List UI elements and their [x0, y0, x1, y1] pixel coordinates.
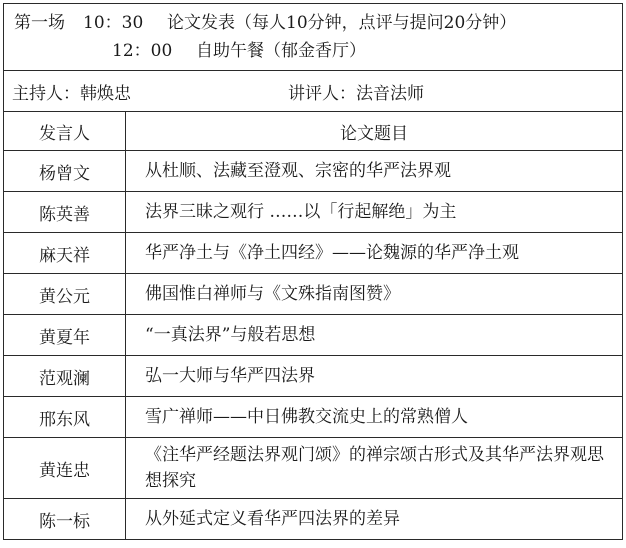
table-row	[4, 274, 623, 315]
paper-title: 法界三昧之观行 ……以「行起解绝」为主	[126, 192, 623, 233]
table-row	[4, 397, 623, 438]
table-row	[4, 192, 623, 233]
session-time-2: 12：00	[112, 41, 173, 61]
paper-title: 从外延式定义看华严四法界的差异	[126, 499, 623, 540]
speaker-name: 杨曾文	[4, 151, 126, 192]
table-row	[4, 356, 623, 397]
paper-title: 佛国惟白禅师与《文殊指南图赞》	[126, 274, 623, 315]
speaker-name: 黄夏年	[4, 315, 126, 356]
paper-title: 弘一大师与华严四法界	[126, 356, 623, 397]
table-row	[4, 438, 623, 499]
speaker-name: 范观澜	[4, 356, 126, 397]
session-line-1	[14, 9, 622, 37]
table-row	[4, 499, 623, 540]
speaker-name: 麻天祥	[4, 233, 126, 274]
schedule-table	[3, 3, 623, 540]
speaker-column-header: 发言人	[4, 112, 126, 151]
speaker-name: 陈英善	[4, 192, 126, 233]
paper-title: 《注华严经题法界观门颂》的禅宗颂古形式及其华严法界观思想探究	[126, 438, 623, 499]
session-time-1: 10：30	[83, 13, 144, 33]
title-column-header: 论文题目	[126, 112, 623, 151]
session-row	[4, 4, 623, 71]
paper-title: 雪广禅师——中日佛教交流史上的常熟僧人	[126, 397, 623, 438]
paper-title: 从杜顺、法藏至澄观、宗密的华严法界观	[126, 151, 623, 192]
hosts-cell	[4, 71, 623, 112]
table-header-row	[4, 112, 623, 151]
session-cell	[4, 4, 623, 71]
session-desc-1: 论文发表（每人10分钟，点评与提问20分钟）	[167, 13, 517, 33]
table-row	[4, 233, 623, 274]
commentator-label: 讲评人：法音法师	[288, 83, 424, 104]
paper-title: 华严净土与《净土四经》——论魏源的华严净土观	[126, 233, 623, 274]
session-label: 第一场	[14, 13, 65, 33]
session-desc-2: 自助午餐（郁金香厅）	[196, 41, 366, 61]
speaker-name: 邢东风	[4, 397, 126, 438]
speaker-name: 黄公元	[4, 274, 126, 315]
table-row	[4, 151, 623, 192]
session-line-2	[14, 37, 622, 65]
hosts-row	[4, 71, 623, 112]
table-row	[4, 315, 623, 356]
speaker-name: 黄连忠	[4, 438, 126, 499]
host-label: 主持人：韩焕忠	[12, 83, 131, 104]
speaker-name: 陈一标	[4, 499, 126, 540]
paper-title: “一真法界”与般若思想	[126, 315, 623, 356]
